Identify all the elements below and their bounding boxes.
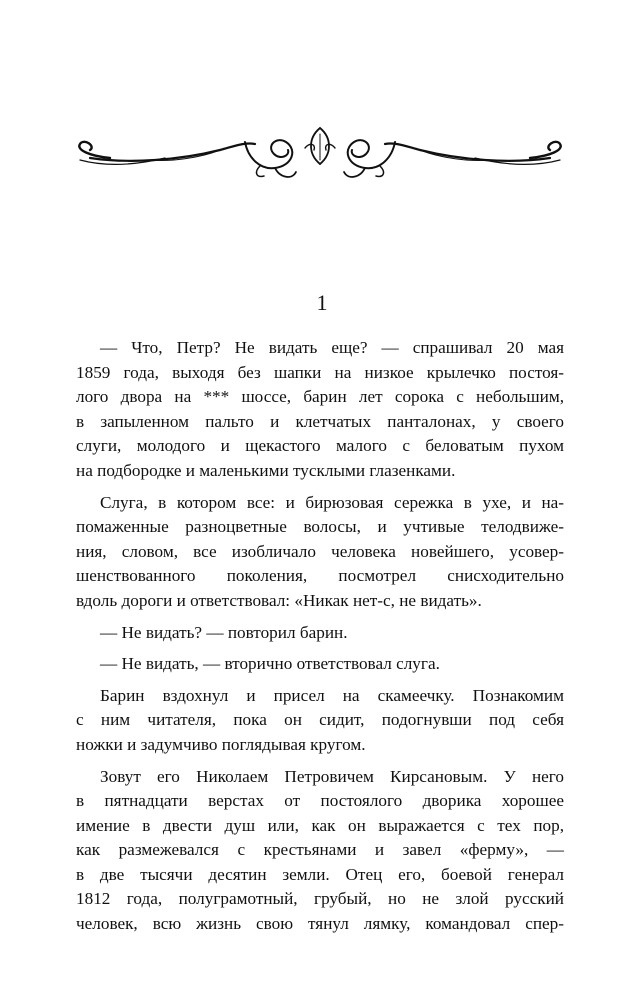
text-line: Барин вздохнул и присел на скамеечку. Познакомим: [100, 685, 564, 705]
paragraph-gap: [76, 758, 564, 765]
text-line: на подбородке и маленькими тусклыми глазенками.: [76, 460, 456, 480]
paragraph-gap: [76, 614, 564, 621]
text-line: человек, всю жизнь свою тянул лямку, командовал спер-: [76, 914, 564, 934]
text-line: вдоль дороги и ответствовал: «Никак нет-с, не видать».: [76, 590, 482, 610]
text-line: в запыленном пальто и клетчатых панталонах, у своего: [76, 411, 564, 431]
text-line: — Не видать? — повторил барин.: [100, 622, 348, 642]
chapter-text: [76, 336, 564, 937]
paragraph-gap: [76, 645, 564, 652]
text-line: лого двора на *** шоссе, барин лет сорока с небольшим,: [76, 387, 564, 407]
text-line: с ним читателя, пока он сидит, подогнувши под себя: [76, 710, 564, 730]
text-line: как размежевался с крестьянами и завел «ферму», —: [76, 840, 564, 860]
text-line: слуги, молодого и щекастого малого с беловатым пухом: [76, 436, 564, 456]
text-line: Зовут его Николаем Петровичем Кирсановым. У него: [100, 766, 564, 786]
text-line: в две тысячи десятин земли. Отец его, боевой генерал: [76, 864, 564, 884]
paragraph-gap: [76, 677, 564, 684]
text-line: имение в двести душ или, как он выражается с тех пор,: [76, 815, 564, 835]
text-line: 1859 года, выходя без шапки на низкое крылечко постоя-: [76, 362, 564, 382]
text-line: ния, словом, все изобличало человека новейшего, усовер-: [76, 541, 564, 561]
text-line: — Что, Петр? Не видать еще? — спрашивал 20 мая: [100, 338, 564, 357]
text-line: шенствованного поколения, посмотрел снисходительно: [76, 566, 564, 586]
decorative-flourish-icon: [70, 120, 570, 190]
text-line: 1812 года, полуграмотный, грубый, но не злой русский: [76, 889, 564, 909]
text-line: — Не видать, — вторично ответствовал слуга.: [100, 654, 440, 674]
text-line: в пятнадцати верстах от постоялого дворика хорошее: [76, 791, 564, 811]
text-line: ножки и задумчиво поглядывая кругом.: [76, 734, 366, 754]
text-line: помаженные разноцветные волосы, и учтивые телодвиже-: [76, 517, 564, 537]
text-line: Слуга, в котором все: и бирюзовая сережка в ухе, и на-: [100, 492, 564, 512]
paragraph-gap: [76, 484, 564, 491]
chapter-number: 1: [316, 290, 328, 315]
